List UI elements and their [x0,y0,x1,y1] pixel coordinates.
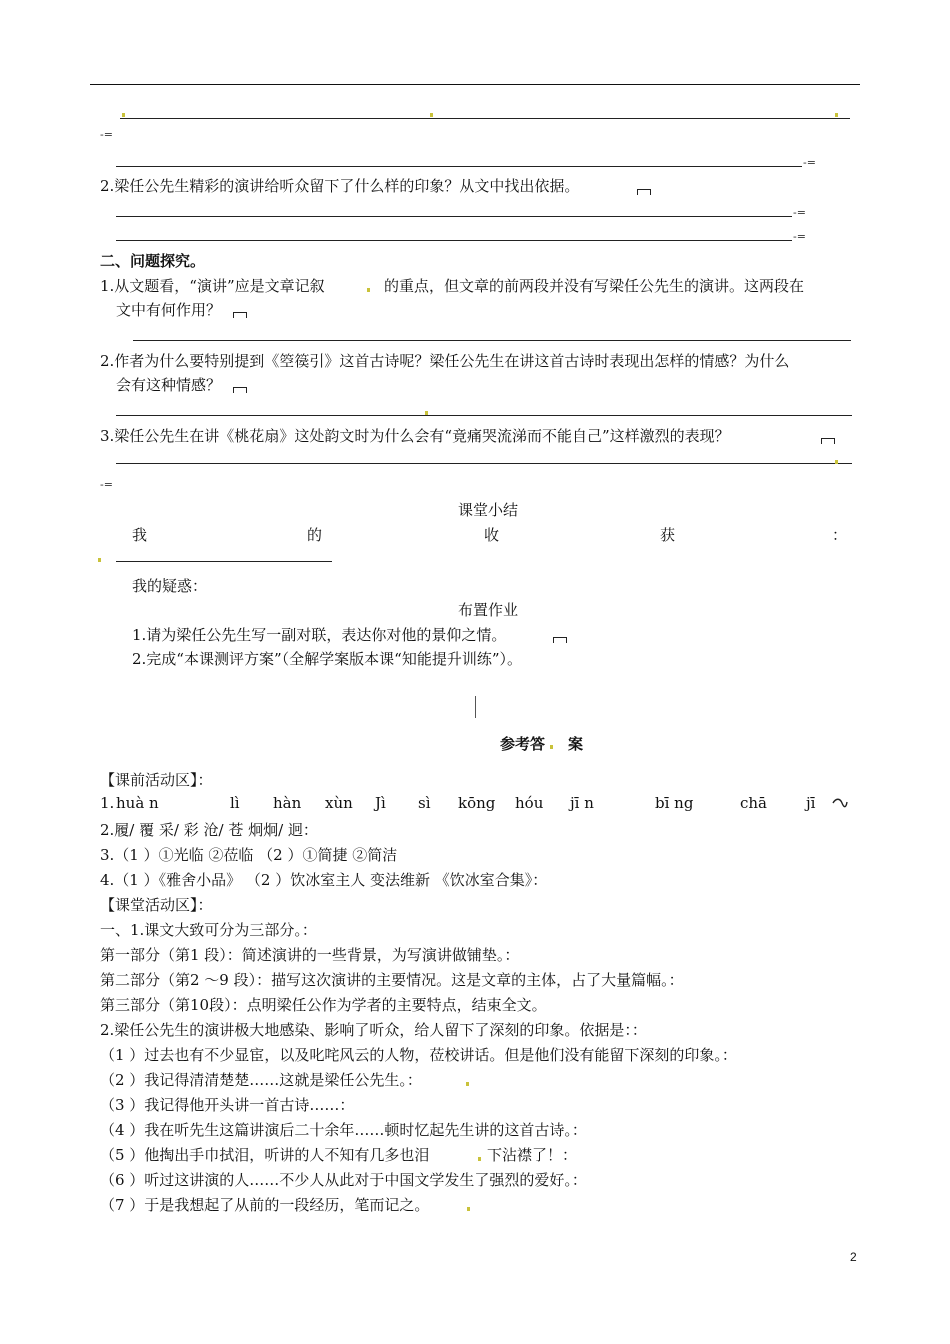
question-2-line2: 会有这种情感？ [116,376,222,394]
homework-item-2: 2.完成“本课测评方案”（全解学案版本课“知能提升训练”）。 [132,650,522,668]
blank-mark [637,189,651,195]
pinyin-item: hàn [273,794,302,812]
answer-text: 第一部分（第1 段）：简述演讲的一些背景，为写演讲做铺垫。： [100,946,520,964]
dot-mark [466,1082,469,1086]
dot-mark [425,411,428,415]
gain-char: 我 [132,526,148,544]
answers-title-end: 案 [568,735,584,753]
answer-line [133,340,851,341]
evidence-item: （5 ）他掏出手巾拭泪，听讲的人不知有几多也泪 [100,1146,430,1164]
pinyin-item: chā [740,794,768,812]
pinyin-item: xùn [325,794,353,812]
answer-line-2: 2.履/ 覆 采/ 彩 沧/ 苍 炯炯/ 迥： [100,821,318,839]
answer-line [120,118,850,119]
question-2-text: 2.梁任公先生精彩的演讲给听众留下了什么样的印象？从文中找出依据。 [100,177,580,195]
evidence-item: （1 ）过去也有不少显宦，以及叱咤风云的人物，莅校讲话。但是他们没有能留下深刻的印象。： [100,1046,737,1064]
evidence-item: （2 ）我记得清清楚楚……这就是梁任公先生。： [100,1071,422,1089]
line-tail: -= [100,478,113,491]
answers-title: 参考答 [500,735,546,753]
question-3-text: 3.梁任公先生在讲《桃花扇》这处韵文时为什么会有“竟痛哭流涕而不能自己”这样激烈的表现？ [100,427,730,445]
pinyin-label: 1. [100,794,115,812]
gain-char: 收 [484,526,500,544]
answer-line [116,240,792,241]
blank-mark [233,312,247,318]
in-class-header: 【课堂活动区】： [100,896,213,914]
dot-mark [98,558,101,562]
gain-char: ： [832,526,848,544]
answer-line [116,415,852,416]
answer-text: 第三部分（第10段）：点明梁任公作为学者的主要特点，结束全文。 [100,996,547,1014]
answer-line [116,463,852,464]
homework-item-1: 1.请为梁任公先生写一副对联，表达你对他的景仰之情。 [132,626,507,644]
pinyin-item: jī [806,794,816,812]
pinyin-item: hóu [515,794,544,812]
pre-class-header: 【课前活动区】： [100,771,213,789]
question-2-line1: 2.作者为什么要特别提到《箜篌引》这首古诗呢？梁任公先生在讲这首古诗时表现出怎样的情感？为什么 [100,352,790,370]
line-tail: -= [803,156,816,169]
scribble-icon [832,797,848,809]
evidence-item: （4 ）我在听先生这篇讲演后二十余年……顿时忆起先生讲的这首古诗。： [100,1121,587,1139]
blank-mark [233,387,247,393]
doubt-label: 我的疑惑： [132,577,208,595]
blank-mark [553,637,567,643]
dot-mark [478,1157,481,1161]
answer-text: 一、1.课文大致可分为三部分。： [100,921,317,939]
answer-line [116,561,332,562]
answer-line [116,216,792,217]
pinyin-item: huà n [116,794,159,812]
pinyin-item: lì [230,794,240,812]
question-1-line1b: 的重点，但文章的前两段并没有写梁任公先生的演讲。这两段在 [384,277,805,295]
section-title: 二、问题探究。 [100,252,206,270]
evidence-item-end: 下沾襟了！： [487,1146,578,1164]
line-tail: -= [100,128,113,141]
answer-text: 第二部分（第2 ～9 段）：描写这次演讲的主要情况。这是文章的主体，占了大量篇幅。： [100,971,684,989]
summary-title: 课堂小结 [458,501,519,519]
pinyin-item: kōng [458,794,496,812]
divider-bar [475,696,476,718]
answer-line [116,166,802,167]
dot-mark [122,113,125,117]
pinyin-item: bī ng [655,794,694,812]
evidence-item: （3 ）我记得他开头讲一首古诗……： [100,1096,355,1114]
dot-mark [835,113,838,117]
dot-mark [367,288,370,292]
pinyin-item: jī n [570,794,594,812]
pinyin-item: sì [418,794,431,812]
evidence-item: （6 ）听过这讲演的人……不少人从此对于中国文学发生了强烈的爱好。： [100,1171,587,1189]
line-tail: -= [793,230,806,243]
dot-mark [430,113,433,117]
header-rule [90,84,860,85]
answer-text: 2.梁任公先生的演讲极大地感染、影响了听众，给人留下了深刻的印象。依据是：： [100,1021,647,1039]
answer-line-3: 3.（1 ）①光临 ②莅临 （2 ）①简捷 ②简洁 [100,846,398,864]
page-number: 2 [850,1250,857,1264]
blank-mark [821,438,835,444]
evidence-item: （7 ）于是我想起了从前的一段经历，笔而记之。 [100,1196,430,1214]
homework-title: 布置作业 [458,601,519,619]
gain-char: 获 [660,526,676,544]
dot-mark [835,460,838,464]
dot-mark [467,1207,470,1211]
question-1-line1: 1.从文题看，“演讲”应是文章记叙 [100,277,325,295]
pinyin-item: Jì [375,794,386,812]
gain-char: 的 [307,526,323,544]
dot-mark [550,745,553,749]
line-tail: -= [793,206,806,219]
question-1-line2: 文中有何作用？ [116,301,222,319]
answer-line-4: 4.（1 ）《雅舍小品》 （2 ）饮冰室主人 变法维新 《饮冰室合集》： [100,871,548,889]
